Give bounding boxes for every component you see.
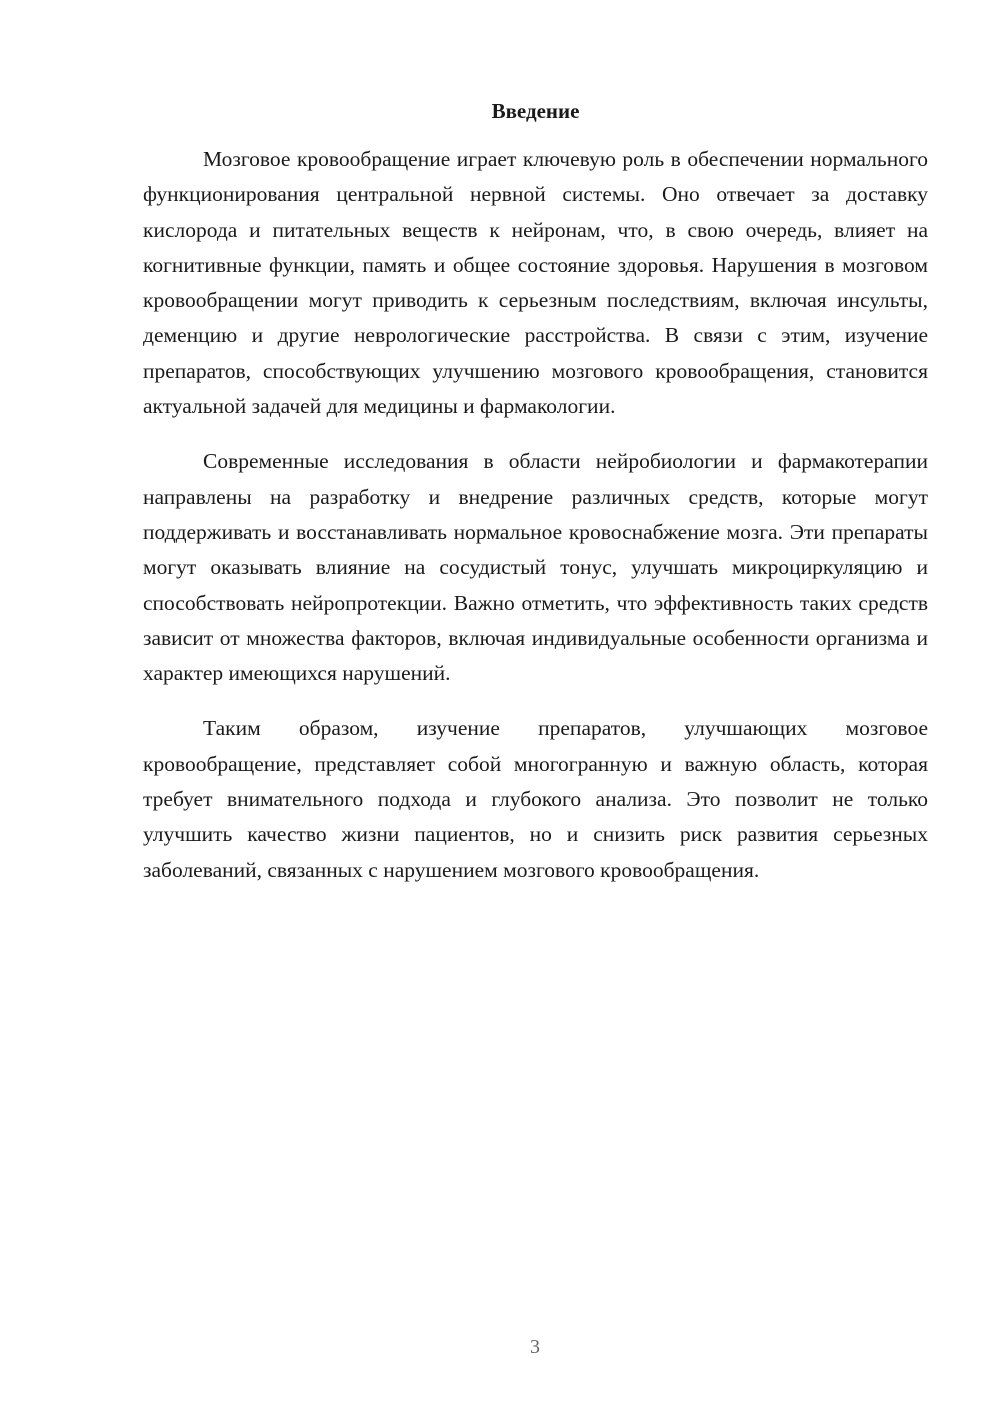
paragraph-1: Мозговое кровообращение играет ключевую роль в обеспечении нормального функционирования центральной нервной системы. Оно отвечает за доставку кислорода и питательных веществ к нейронам, что, в свою очередь, влияет на когнитивные функции, память и общее состояние здоровья. Нарушения в мозговом кровообращении могут приводить к серьезным последствиям, включая инсульты, деменцию и другие неврологические расстройства. В связи с этим, изучение препаратов, способствующих улучшению мозгового кровообращения, становится актуальной задачей для медицины и фармакологии. xyxy=(143,147,928,419)
paragraph-2: Современные исследования в области нейробиологии и фармакотерапии направлены на разработку и внедрение различных средств, которые могут поддерживать и восстанавливать нормальное кровоснабжение мозга. Эти препараты могут оказывать влияние на сосудистый тонус, улучшать микроциркуляцию и способствовать нейропротекции. Важно отметить, что эффективность таких средств зависит от множества факторов, включая индивидуальные особенности организма и характер имеющихся нарушений. xyxy=(143,449,928,686)
paragraph-3: Таким образом, изучение препаратов, улучшающих мозговое кровообращение, представляет собой многогранную и важную область, которая требует внимательного подхода и глубокого анализа. Это позволит не только улучшить качество жизни пациентов, но и снизить риск развития серьезных заболеваний, связанных с нарушением мозгового кровообращения. xyxy=(143,716,928,882)
page-number: 3 xyxy=(530,1336,540,1358)
section-title: Введение xyxy=(491,99,580,123)
body-text xyxy=(143,142,928,908)
